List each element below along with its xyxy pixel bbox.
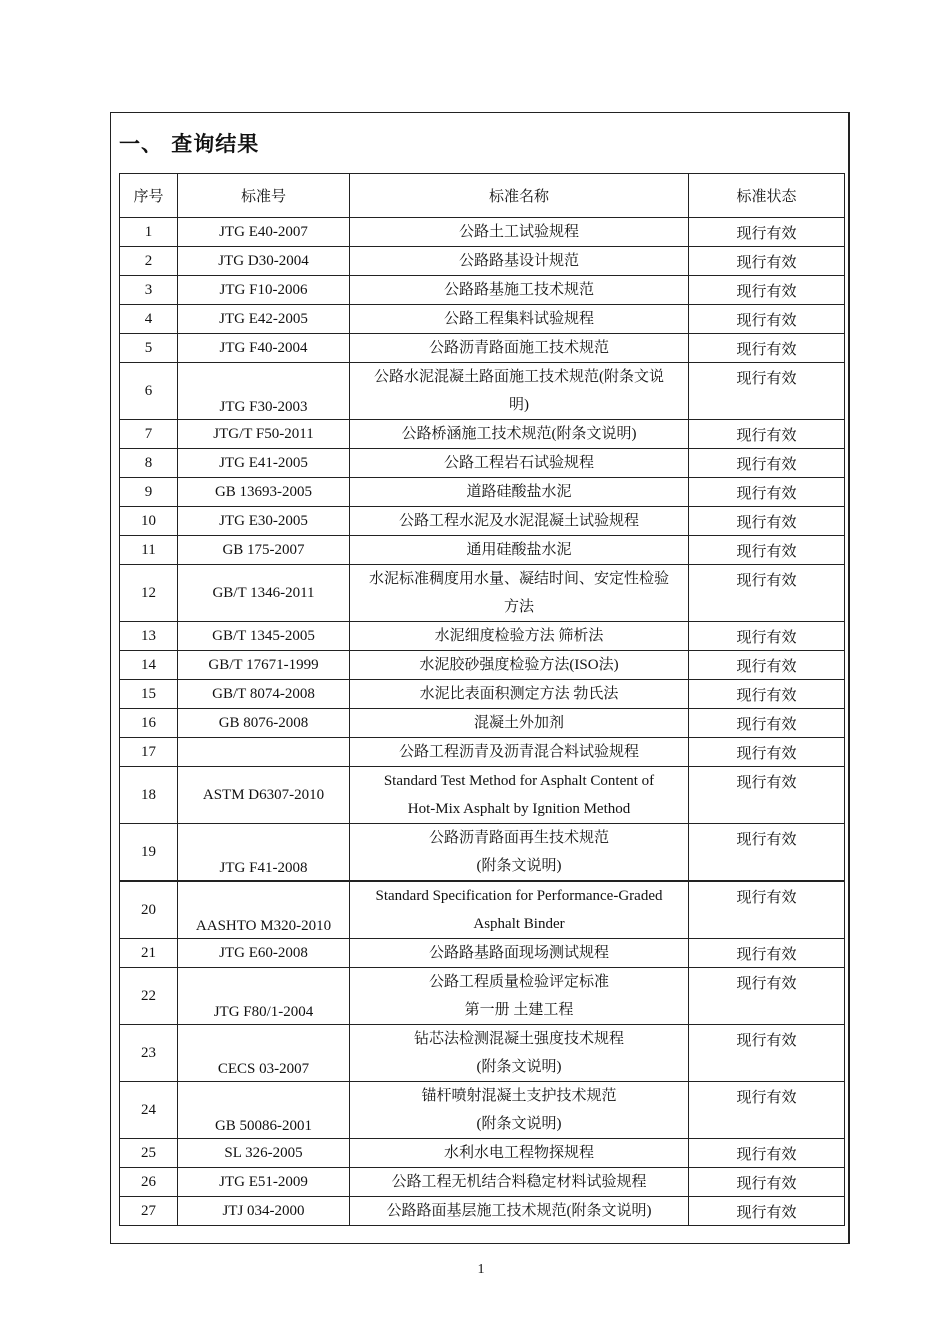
standard-code: JTG F41-2008 [178, 824, 350, 882]
standard-name-line: 公路路基设计规范 [458, 253, 579, 269]
row-number: 16 [120, 709, 178, 738]
standard-code [178, 738, 350, 767]
section-heading: 一、 查询结果 [119, 132, 260, 156]
standard-code: JTG F10-2006 [178, 276, 350, 305]
table-row [120, 881, 845, 939]
row-number: 14 [120, 651, 178, 680]
results-table [119, 173, 845, 1226]
row-number: 8 [120, 449, 178, 478]
standard-code: JTG E42-2005 [178, 305, 350, 334]
table-row [120, 709, 845, 738]
standard-name-line: 道路硅酸盐水泥 [466, 484, 572, 500]
status-cell: 现行有效 [689, 767, 845, 824]
table-row [120, 1082, 845, 1139]
page-number: 1 [477, 1262, 485, 1277]
table-row [120, 1139, 845, 1168]
standard-name [350, 363, 689, 420]
header-name: 标准名称 [350, 174, 689, 218]
table-row [120, 420, 845, 449]
table-row [120, 565, 845, 622]
status-cell: 现行有效 [689, 334, 845, 363]
table-row [120, 305, 845, 334]
standard-name-line: Standard Specification for Performance-Graded [375, 888, 663, 904]
standard-name [350, 449, 689, 478]
standard-name-line: 水泥比表面积测定方法 勃氏法 [419, 686, 619, 702]
standard-name-line: (附条文说明) [476, 1059, 562, 1075]
row-number: 13 [120, 622, 178, 651]
standard-name-line: 公路工程质量检验评定标准 [428, 974, 609, 990]
status-cell: 现行有效 [689, 651, 845, 680]
standard-code: GB/T 8074-2008 [178, 680, 350, 709]
standard-name-line: Asphalt Binder [473, 916, 565, 932]
table-row [120, 478, 845, 507]
row-number: 4 [120, 305, 178, 334]
standard-name [350, 218, 689, 247]
header-std: 标准号 [178, 174, 350, 218]
table-row [120, 651, 845, 680]
row-number: 10 [120, 507, 178, 536]
table-row [120, 622, 845, 651]
table-row [120, 334, 845, 363]
status-cell: 现行有效 [689, 276, 845, 305]
standard-code: CECS 03-2007 [178, 1025, 350, 1082]
table-row [120, 449, 845, 478]
standard-code: GB/T 1346-2011 [178, 565, 350, 622]
standard-name [350, 1197, 689, 1226]
standard-name [350, 565, 689, 622]
standard-name [350, 507, 689, 536]
standard-name-line: 公路沥青路面施工技术规范 [428, 340, 609, 356]
row-number: 15 [120, 680, 178, 709]
table-row [120, 968, 845, 1025]
standard-name-line: 公路路基施工技术规范 [443, 282, 594, 298]
table-row [120, 363, 845, 420]
standard-name-line: (附条文说明) [476, 858, 562, 874]
status-cell: 现行有效 [689, 247, 845, 276]
row-number: 3 [120, 276, 178, 305]
standard-name-line: 第一册 土建工程 [464, 1002, 574, 1018]
table-row [120, 1197, 845, 1226]
standard-code: AASHTO M320-2010 [178, 881, 350, 939]
header-no: 序号 [120, 174, 178, 218]
standard-name [350, 709, 689, 738]
table-body [120, 218, 845, 1226]
standard-name-line: Hot-Mix Asphalt by Ignition Method [407, 801, 631, 817]
standard-name [350, 738, 689, 767]
status-cell: 现行有效 [689, 824, 845, 882]
status-cell: 现行有效 [689, 738, 845, 767]
standard-name-line: 公路土工试验规程 [458, 224, 579, 240]
standard-name-line: 公路工程沥青及沥青混合料试验规程 [398, 744, 639, 760]
standard-name-line: 公路水泥混凝土路面施工技术规范(附条文说 [374, 369, 664, 385]
standard-name-line: 公路工程岩石试验规程 [443, 455, 594, 471]
standard-code: JTG E40-2007 [178, 218, 350, 247]
status-cell: 现行有效 [689, 1197, 845, 1226]
row-number: 9 [120, 478, 178, 507]
standard-code: JTG E30-2005 [178, 507, 350, 536]
row-number: 27 [120, 1197, 178, 1226]
row-number: 22 [120, 968, 178, 1025]
standard-name-line: 钻芯法检测混凝土强度技术规程 [413, 1031, 624, 1047]
status-cell: 现行有效 [689, 680, 845, 709]
standard-name [350, 420, 689, 449]
standard-name [350, 1139, 689, 1168]
table-row [120, 536, 845, 565]
row-number: 17 [120, 738, 178, 767]
status-cell: 现行有效 [689, 478, 845, 507]
table-row [120, 218, 845, 247]
row-number: 24 [120, 1082, 178, 1139]
standard-name-line: 水泥细度检验方法 筛析法 [434, 628, 604, 644]
row-number: 19 [120, 824, 178, 882]
standard-code: ASTM D6307-2010 [178, 767, 350, 824]
standard-name [350, 881, 689, 939]
standard-name-line: 水利水电工程物探规程 [443, 1145, 594, 1161]
standard-code: GB/T 1345-2005 [178, 622, 350, 651]
standard-code: JTG F40-2004 [178, 334, 350, 363]
row-number: 1 [120, 218, 178, 247]
status-cell: 现行有效 [689, 1168, 845, 1197]
status-cell: 现行有效 [689, 565, 845, 622]
status-cell: 现行有效 [689, 709, 845, 738]
row-number: 25 [120, 1139, 178, 1168]
standard-name [350, 305, 689, 334]
table-row [120, 276, 845, 305]
standard-name-line: 公路沥青路面再生技术规范 [428, 830, 609, 846]
standard-name [350, 334, 689, 363]
standard-code: GB 175-2007 [178, 536, 350, 565]
row-number: 20 [120, 881, 178, 939]
standard-name [350, 478, 689, 507]
standard-name-line: 通用硅酸盐水泥 [466, 542, 572, 558]
standard-name [350, 824, 689, 882]
standard-code: GB/T 17671-1999 [178, 651, 350, 680]
standard-name-line: 水泥胶砂强度检验方法(ISO法) [419, 657, 619, 673]
status-cell: 现行有效 [689, 968, 845, 1025]
standard-code: SL 326-2005 [178, 1139, 350, 1168]
table-row [120, 1168, 845, 1197]
standard-name [350, 247, 689, 276]
standard-name-line: Standard Test Method for Asphalt Content of [383, 773, 655, 789]
standard-code: JTG F30-2003 [178, 363, 350, 420]
standard-name [350, 622, 689, 651]
row-number: 2 [120, 247, 178, 276]
status-cell: 现行有效 [689, 363, 845, 420]
standard-name-line: 混凝土外加剂 [473, 715, 564, 731]
standard-name [350, 1168, 689, 1197]
standard-code: JTG/T F50-2011 [178, 420, 350, 449]
table-row [120, 507, 845, 536]
status-cell: 现行有效 [689, 881, 845, 939]
table-row [120, 738, 845, 767]
standard-code: JTG E60-2008 [178, 939, 350, 968]
standard-name-line: 公路工程水泥及水泥混凝土试验规程 [398, 513, 639, 529]
standard-name [350, 276, 689, 305]
table-row [120, 939, 845, 968]
row-number: 6 [120, 363, 178, 420]
standard-code: JTG E51-2009 [178, 1168, 350, 1197]
row-number: 23 [120, 1025, 178, 1082]
status-cell: 现行有效 [689, 1082, 845, 1139]
standard-name [350, 767, 689, 824]
table-header-row [120, 174, 845, 218]
status-cell: 现行有效 [689, 420, 845, 449]
table-row [120, 1025, 845, 1082]
standard-name-line: 公路工程无机结合料稳定材料试验规程 [391, 1174, 647, 1190]
header-status: 标准状态 [689, 174, 845, 218]
table-row [120, 680, 845, 709]
standard-name [350, 968, 689, 1025]
row-number: 26 [120, 1168, 178, 1197]
standard-name [350, 1025, 689, 1082]
status-cell: 现行有效 [689, 305, 845, 334]
table-row [120, 767, 845, 824]
row-number: 11 [120, 536, 178, 565]
standard-name-line: 公路路面基层施工技术规范(附条文说明) [386, 1203, 652, 1219]
status-cell: 现行有效 [689, 622, 845, 651]
standard-name-line: 方法 [503, 599, 534, 615]
standard-code: JTG D30-2004 [178, 247, 350, 276]
standard-name-line: 明) [509, 397, 529, 413]
standard-code: JTJ 034-2000 [178, 1197, 350, 1226]
standard-name-line: (附条文说明) [476, 1116, 562, 1132]
row-number: 5 [120, 334, 178, 363]
standard-name-line: 公路桥涵施工技术规范(附条文说明) [401, 426, 637, 442]
standard-code: JTG E41-2005 [178, 449, 350, 478]
standard-name [350, 680, 689, 709]
standard-name-line: 水泥标准稠度用水量、凝结时间、安定性检验 [368, 571, 669, 587]
standard-name [350, 1082, 689, 1139]
standard-name [350, 939, 689, 968]
table-row [120, 247, 845, 276]
standard-name-line: 锚杆喷射混凝土支护技术规范 [421, 1088, 617, 1104]
status-cell: 现行有效 [689, 1139, 845, 1168]
row-number: 7 [120, 420, 178, 449]
standard-name [350, 536, 689, 565]
standard-code: GB 8076-2008 [178, 709, 350, 738]
status-cell: 现行有效 [689, 449, 845, 478]
status-cell: 现行有效 [689, 939, 845, 968]
standard-code: GB 13693-2005 [178, 478, 350, 507]
status-cell: 现行有效 [689, 218, 845, 247]
row-number: 12 [120, 565, 178, 622]
table-row [120, 824, 845, 882]
row-number: 18 [120, 767, 178, 824]
status-cell: 现行有效 [689, 1025, 845, 1082]
row-number: 21 [120, 939, 178, 968]
standard-code: JTG F80/1-2004 [178, 968, 350, 1025]
status-cell: 现行有效 [689, 536, 845, 565]
status-cell: 现行有效 [689, 507, 845, 536]
standard-name [350, 651, 689, 680]
standard-name-line: 公路路基路面现场测试规程 [428, 945, 609, 961]
standard-code: GB 50086-2001 [178, 1082, 350, 1139]
standard-name-line: 公路工程集料试验规程 [443, 311, 594, 327]
